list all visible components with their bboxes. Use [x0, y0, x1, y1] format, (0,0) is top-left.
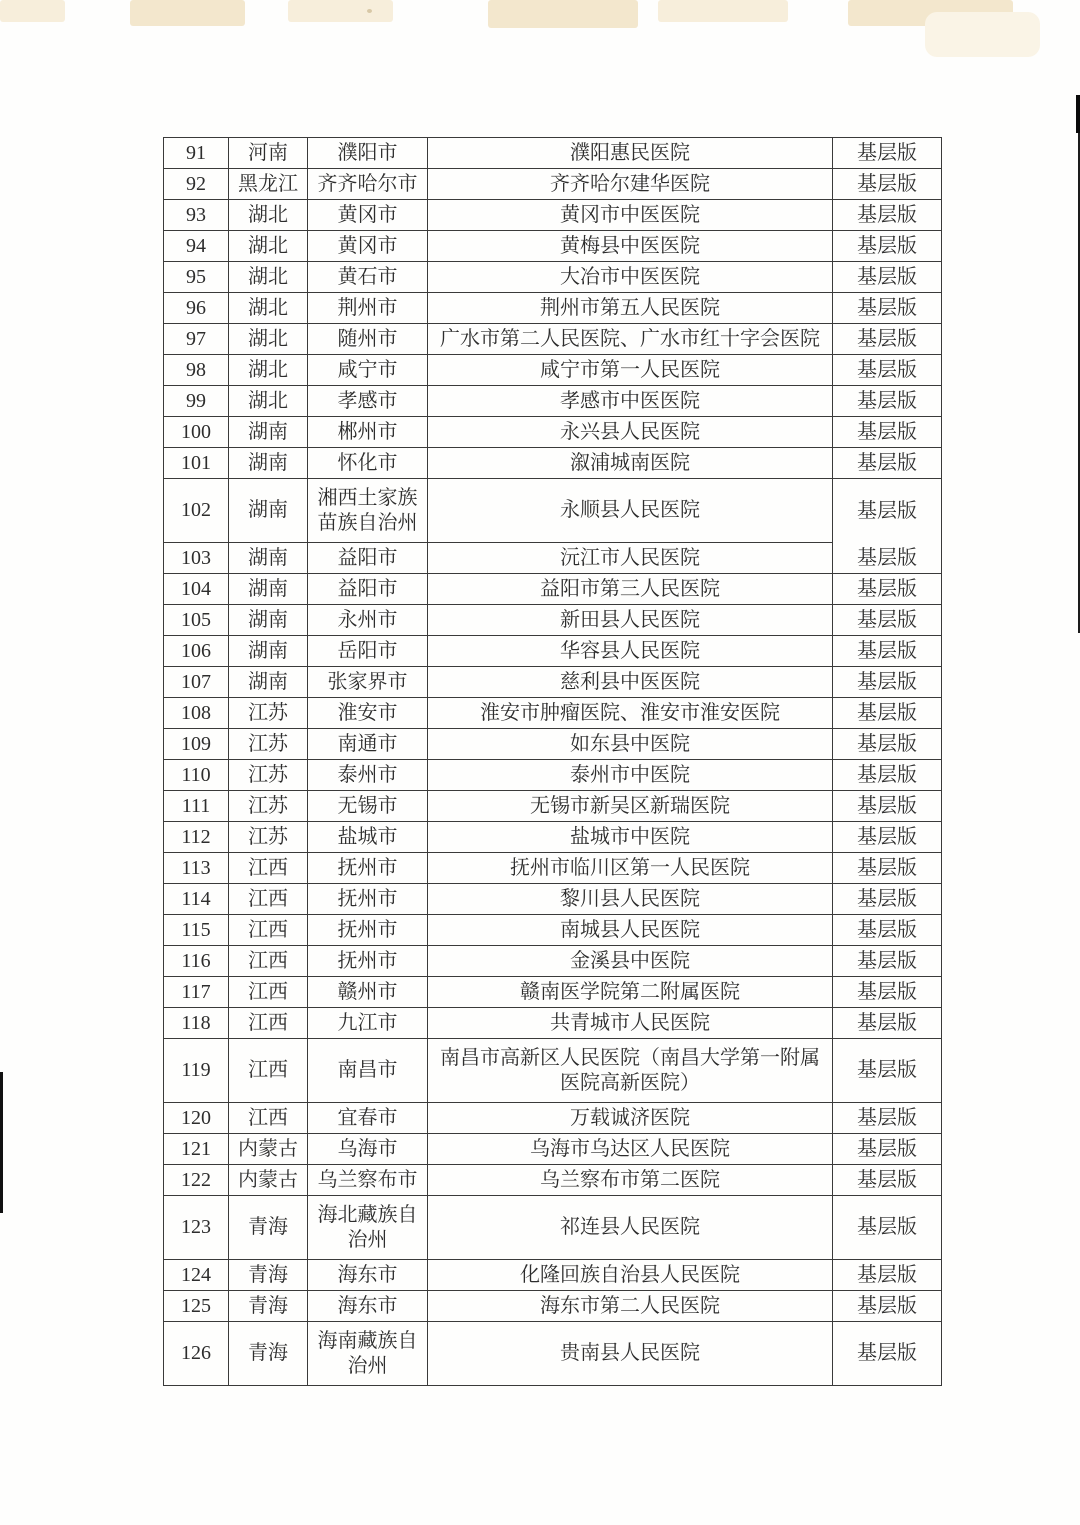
row-number-cell: 94	[164, 231, 229, 262]
city-cell: 濮阳市	[308, 138, 428, 169]
scan-artifact-left-bar	[0, 1072, 3, 1213]
table-row	[164, 853, 942, 884]
scan-smudge	[0, 0, 65, 22]
hospital-cell: 沅江市人民医院	[428, 543, 833, 574]
edition-cell: 基层版	[833, 262, 942, 293]
city-cell: 岳阳市	[308, 636, 428, 667]
table-row	[164, 729, 942, 760]
hospital-cell: 广水市第二人民医院、广水市红十字会医院	[428, 324, 833, 355]
province-cell: 青海	[229, 1291, 308, 1322]
edition-cell: 基层版	[833, 915, 942, 946]
province-cell: 内蒙古	[229, 1134, 308, 1165]
city-cell: 盐城市	[308, 822, 428, 853]
province-cell: 江西	[229, 1039, 308, 1103]
province-cell: 湖南	[229, 543, 308, 574]
city-cell: 无锡市	[308, 791, 428, 822]
row-number-cell: 117	[164, 977, 229, 1008]
hospital-cell: 化隆回族自治县人民医院	[428, 1260, 833, 1291]
province-cell: 江西	[229, 853, 308, 884]
city-cell: 乌兰察布市	[308, 1165, 428, 1196]
edition-cell: 基层版	[833, 946, 942, 977]
table-row	[164, 1322, 942, 1386]
edition-cell: 基层版	[833, 884, 942, 915]
table-row	[164, 417, 942, 448]
hospital-cell: 齐齐哈尔建华医院	[428, 169, 833, 200]
hospital-cell: 咸宁市第一人民医院	[428, 355, 833, 386]
hospital-cell: 金溪县中医院	[428, 946, 833, 977]
edition-cell: 基层版	[833, 574, 942, 605]
city-cell: 齐齐哈尔市	[308, 169, 428, 200]
table-row	[164, 1008, 942, 1039]
edition-cell: 基层版	[833, 1260, 942, 1291]
table-row	[164, 915, 942, 946]
scan-smudge	[130, 0, 245, 26]
province-cell: 江苏	[229, 791, 308, 822]
row-number-cell: 119	[164, 1039, 229, 1103]
edition-cell: 基层版	[833, 605, 942, 636]
hospital-cell: 益阳市第三人民医院	[428, 574, 833, 605]
edition-cell: 基层版	[833, 1008, 942, 1039]
table-row	[164, 574, 942, 605]
edition-cell: 基层版	[833, 1322, 942, 1386]
row-number-cell: 111	[164, 791, 229, 822]
table-row	[164, 355, 942, 386]
hospital-cell: 贵南县人民医院	[428, 1322, 833, 1386]
hospital-cell: 抚州市临川区第一人民医院	[428, 853, 833, 884]
table-body	[164, 138, 942, 1386]
table-row	[164, 1291, 942, 1322]
edition-cell: 基层版	[833, 760, 942, 791]
row-number-cell: 96	[164, 293, 229, 324]
city-cell: 黄冈市	[308, 200, 428, 231]
edition-cell: 基层版	[833, 1134, 942, 1165]
city-cell: 郴州市	[308, 417, 428, 448]
edition-cell: 基层版	[833, 1165, 942, 1196]
row-number-cell: 124	[164, 1260, 229, 1291]
edition-cell: 基层版	[833, 791, 942, 822]
hospital-cell: 海东市第二人民医院	[428, 1291, 833, 1322]
city-cell: 益阳市	[308, 543, 428, 574]
hospital-cell: 南城县人民医院	[428, 915, 833, 946]
city-cell: 宜春市	[308, 1103, 428, 1134]
city-cell: 荆州市	[308, 293, 428, 324]
edition-cell: 基层版	[833, 667, 942, 698]
province-cell: 江苏	[229, 698, 308, 729]
hospital-cell: 祁连县人民医院	[428, 1196, 833, 1260]
table-row	[164, 1196, 942, 1260]
edition-cell: 基层版	[833, 977, 942, 1008]
row-number-cell: 98	[164, 355, 229, 386]
hospital-cell: 如东县中医院	[428, 729, 833, 760]
row-number-cell: 118	[164, 1008, 229, 1039]
hospital-cell: 无锡市新吴区新瑞医院	[428, 791, 833, 822]
table-row	[164, 884, 942, 915]
hospital-cell: 南昌市高新区人民医院（南昌大学第一附属医院高新医院）	[428, 1039, 833, 1103]
edition-cell: 基层版	[833, 138, 942, 169]
row-number-cell: 113	[164, 853, 229, 884]
table-row	[164, 760, 942, 791]
table-row	[164, 1134, 942, 1165]
city-cell: 抚州市	[308, 946, 428, 977]
city-cell: 海北藏族自治州	[308, 1196, 428, 1260]
hospital-cell: 万载诚济医院	[428, 1103, 833, 1134]
province-cell: 江西	[229, 915, 308, 946]
row-number-cell: 99	[164, 386, 229, 417]
row-number-cell: 114	[164, 884, 229, 915]
table-row	[164, 946, 942, 977]
province-cell: 湖北	[229, 200, 308, 231]
hospital-cell: 荆州市第五人民医院	[428, 293, 833, 324]
province-cell: 江西	[229, 946, 308, 977]
table-row	[164, 448, 942, 479]
city-cell: 淮安市	[308, 698, 428, 729]
hospital-cell: 溆浦城南医院	[428, 448, 833, 479]
row-number-cell: 115	[164, 915, 229, 946]
edition-cell: 基层版	[833, 1196, 942, 1260]
province-cell: 江西	[229, 884, 308, 915]
edition-cell: 基层版	[833, 355, 942, 386]
hospital-cell: 华容县人民医院	[428, 636, 833, 667]
province-cell: 青海	[229, 1260, 308, 1291]
city-cell: 咸宁市	[308, 355, 428, 386]
city-cell: 怀化市	[308, 448, 428, 479]
city-cell: 南通市	[308, 729, 428, 760]
table-row	[164, 169, 942, 200]
row-number-cell: 104	[164, 574, 229, 605]
province-cell: 湖北	[229, 262, 308, 293]
hospital-list-table	[163, 137, 942, 1386]
table-row	[164, 977, 942, 1008]
row-number-cell: 100	[164, 417, 229, 448]
row-number-cell: 92	[164, 169, 229, 200]
hospital-cell: 乌兰察布市第二医院	[428, 1165, 833, 1196]
table-row	[164, 138, 942, 169]
edition-cell: 基层版	[833, 1039, 942, 1103]
hospital-cell: 慈利县中医医院	[428, 667, 833, 698]
scan-smudge	[288, 0, 393, 22]
hospital-cell: 孝感市中医医院	[428, 386, 833, 417]
hospital-cell: 黄冈市中医医院	[428, 200, 833, 231]
row-number-cell: 97	[164, 324, 229, 355]
province-cell: 湖南	[229, 574, 308, 605]
table-row	[164, 636, 942, 667]
province-cell: 江西	[229, 977, 308, 1008]
city-cell: 永州市	[308, 605, 428, 636]
province-cell: 江苏	[229, 729, 308, 760]
table-row	[164, 1039, 942, 1103]
hospital-cell: 乌海市乌达区人民医院	[428, 1134, 833, 1165]
city-cell: 海东市	[308, 1260, 428, 1291]
scan-smudge	[925, 12, 1040, 57]
hospital-cell: 黄梅县中医医院	[428, 231, 833, 262]
edition-cell: 基层版	[833, 822, 942, 853]
table-row	[164, 605, 942, 636]
province-cell: 江苏	[229, 822, 308, 853]
table-row	[164, 200, 942, 231]
row-number-cell: 121	[164, 1134, 229, 1165]
hospital-cell: 泰州市中医院	[428, 760, 833, 791]
hospital-cell: 共青城市人民医院	[428, 1008, 833, 1039]
row-number-cell: 91	[164, 138, 229, 169]
province-cell: 黑龙江	[229, 169, 308, 200]
province-cell: 湖南	[229, 605, 308, 636]
province-cell: 江苏	[229, 760, 308, 791]
row-number-cell: 123	[164, 1196, 229, 1260]
row-number-cell: 107	[164, 667, 229, 698]
row-number-cell: 109	[164, 729, 229, 760]
row-number-cell: 103	[164, 543, 229, 574]
hospital-cell: 淮安市肿瘤医院、淮安市淮安医院	[428, 698, 833, 729]
row-number-cell: 105	[164, 605, 229, 636]
edition-cell: 基层版	[833, 417, 942, 448]
province-cell: 河南	[229, 138, 308, 169]
edition-cell: 基层版	[833, 324, 942, 355]
table-row	[164, 791, 942, 822]
city-cell: 黄冈市	[308, 231, 428, 262]
city-cell: 泰州市	[308, 760, 428, 791]
hospital-cell: 盐城市中医院	[428, 822, 833, 853]
province-cell: 江西	[229, 1103, 308, 1134]
edition-cell: 基层版	[833, 698, 942, 729]
row-number-cell: 116	[164, 946, 229, 977]
city-cell: 赣州市	[308, 977, 428, 1008]
hospital-cell: 黎川县人民医院	[428, 884, 833, 915]
table-row	[164, 667, 942, 698]
table-row	[164, 1103, 942, 1134]
row-number-cell: 122	[164, 1165, 229, 1196]
row-number-cell: 126	[164, 1322, 229, 1386]
table-row	[164, 386, 942, 417]
edition-cell: 基层版	[833, 636, 942, 667]
edition-cell: 基层版	[833, 1103, 942, 1134]
hospital-cell: 赣南医学院第二附属医院	[428, 977, 833, 1008]
hospital-cell: 濮阳惠民医院	[428, 138, 833, 169]
row-number-cell: 120	[164, 1103, 229, 1134]
city-cell: 黄石市	[308, 262, 428, 293]
edition-cell: 基层版	[833, 293, 942, 324]
province-cell: 湖南	[229, 636, 308, 667]
province-cell: 江西	[229, 1008, 308, 1039]
province-cell: 湖北	[229, 386, 308, 417]
city-cell: 张家界市	[308, 667, 428, 698]
edition-cell: 基层版	[833, 448, 942, 479]
city-cell: 随州市	[308, 324, 428, 355]
table-row	[164, 1165, 942, 1196]
province-cell: 湖北	[229, 324, 308, 355]
row-number-cell: 125	[164, 1291, 229, 1322]
row-number-cell: 110	[164, 760, 229, 791]
city-cell: 乌海市	[308, 1134, 428, 1165]
table-row	[164, 1260, 942, 1291]
table-row	[164, 543, 942, 574]
hospital-cell: 永顺县人民医院	[428, 479, 833, 543]
scan-speck	[367, 9, 372, 13]
province-cell: 湖北	[229, 355, 308, 386]
province-cell: 湖南	[229, 479, 308, 543]
city-cell: 九江市	[308, 1008, 428, 1039]
city-cell: 益阳市	[308, 574, 428, 605]
edition-cell: 基层版	[833, 729, 942, 760]
city-cell: 南昌市	[308, 1039, 428, 1103]
edition-cell: 基层版	[833, 386, 942, 417]
province-cell: 内蒙古	[229, 1165, 308, 1196]
table-row	[164, 698, 942, 729]
province-cell: 青海	[229, 1196, 308, 1260]
row-number-cell: 108	[164, 698, 229, 729]
scan-smudge	[488, 0, 638, 28]
edition-cell: 基层版	[833, 543, 942, 574]
hospital-cell: 新田县人民医院	[428, 605, 833, 636]
edition-cell: 基层版	[833, 1291, 942, 1322]
row-number-cell: 106	[164, 636, 229, 667]
scan-artifact-right-bar-thick	[1076, 95, 1080, 133]
city-cell: 抚州市	[308, 915, 428, 946]
province-cell: 湖南	[229, 667, 308, 698]
city-cell: 海南藏族自治州	[308, 1322, 428, 1386]
province-cell: 青海	[229, 1322, 308, 1386]
scan-smudge	[658, 0, 788, 22]
table-row	[164, 262, 942, 293]
table-row	[164, 822, 942, 853]
table-row	[164, 293, 942, 324]
city-cell: 抚州市	[308, 884, 428, 915]
row-number-cell: 95	[164, 262, 229, 293]
city-cell: 海东市	[308, 1291, 428, 1322]
hospital-cell: 大冶市中医医院	[428, 262, 833, 293]
edition-cell: 基层版	[833, 200, 942, 231]
province-cell: 湖南	[229, 417, 308, 448]
edition-cell: 基层版	[833, 853, 942, 884]
edition-cell: 基层版	[833, 169, 942, 200]
table-row	[164, 479, 942, 543]
province-cell: 湖北	[229, 231, 308, 262]
edition-cell: 基层版	[833, 231, 942, 262]
table-row	[164, 231, 942, 262]
row-number-cell: 101	[164, 448, 229, 479]
province-cell: 湖南	[229, 448, 308, 479]
city-cell: 抚州市	[308, 853, 428, 884]
edition-cell: 基层版	[833, 479, 942, 543]
hospital-cell: 永兴县人民医院	[428, 417, 833, 448]
province-cell: 湖北	[229, 293, 308, 324]
city-cell: 湘西土家族苗族自治州	[308, 479, 428, 543]
row-number-cell: 112	[164, 822, 229, 853]
row-number-cell: 102	[164, 479, 229, 543]
city-cell: 孝感市	[308, 386, 428, 417]
row-number-cell: 93	[164, 200, 229, 231]
table-row	[164, 324, 942, 355]
